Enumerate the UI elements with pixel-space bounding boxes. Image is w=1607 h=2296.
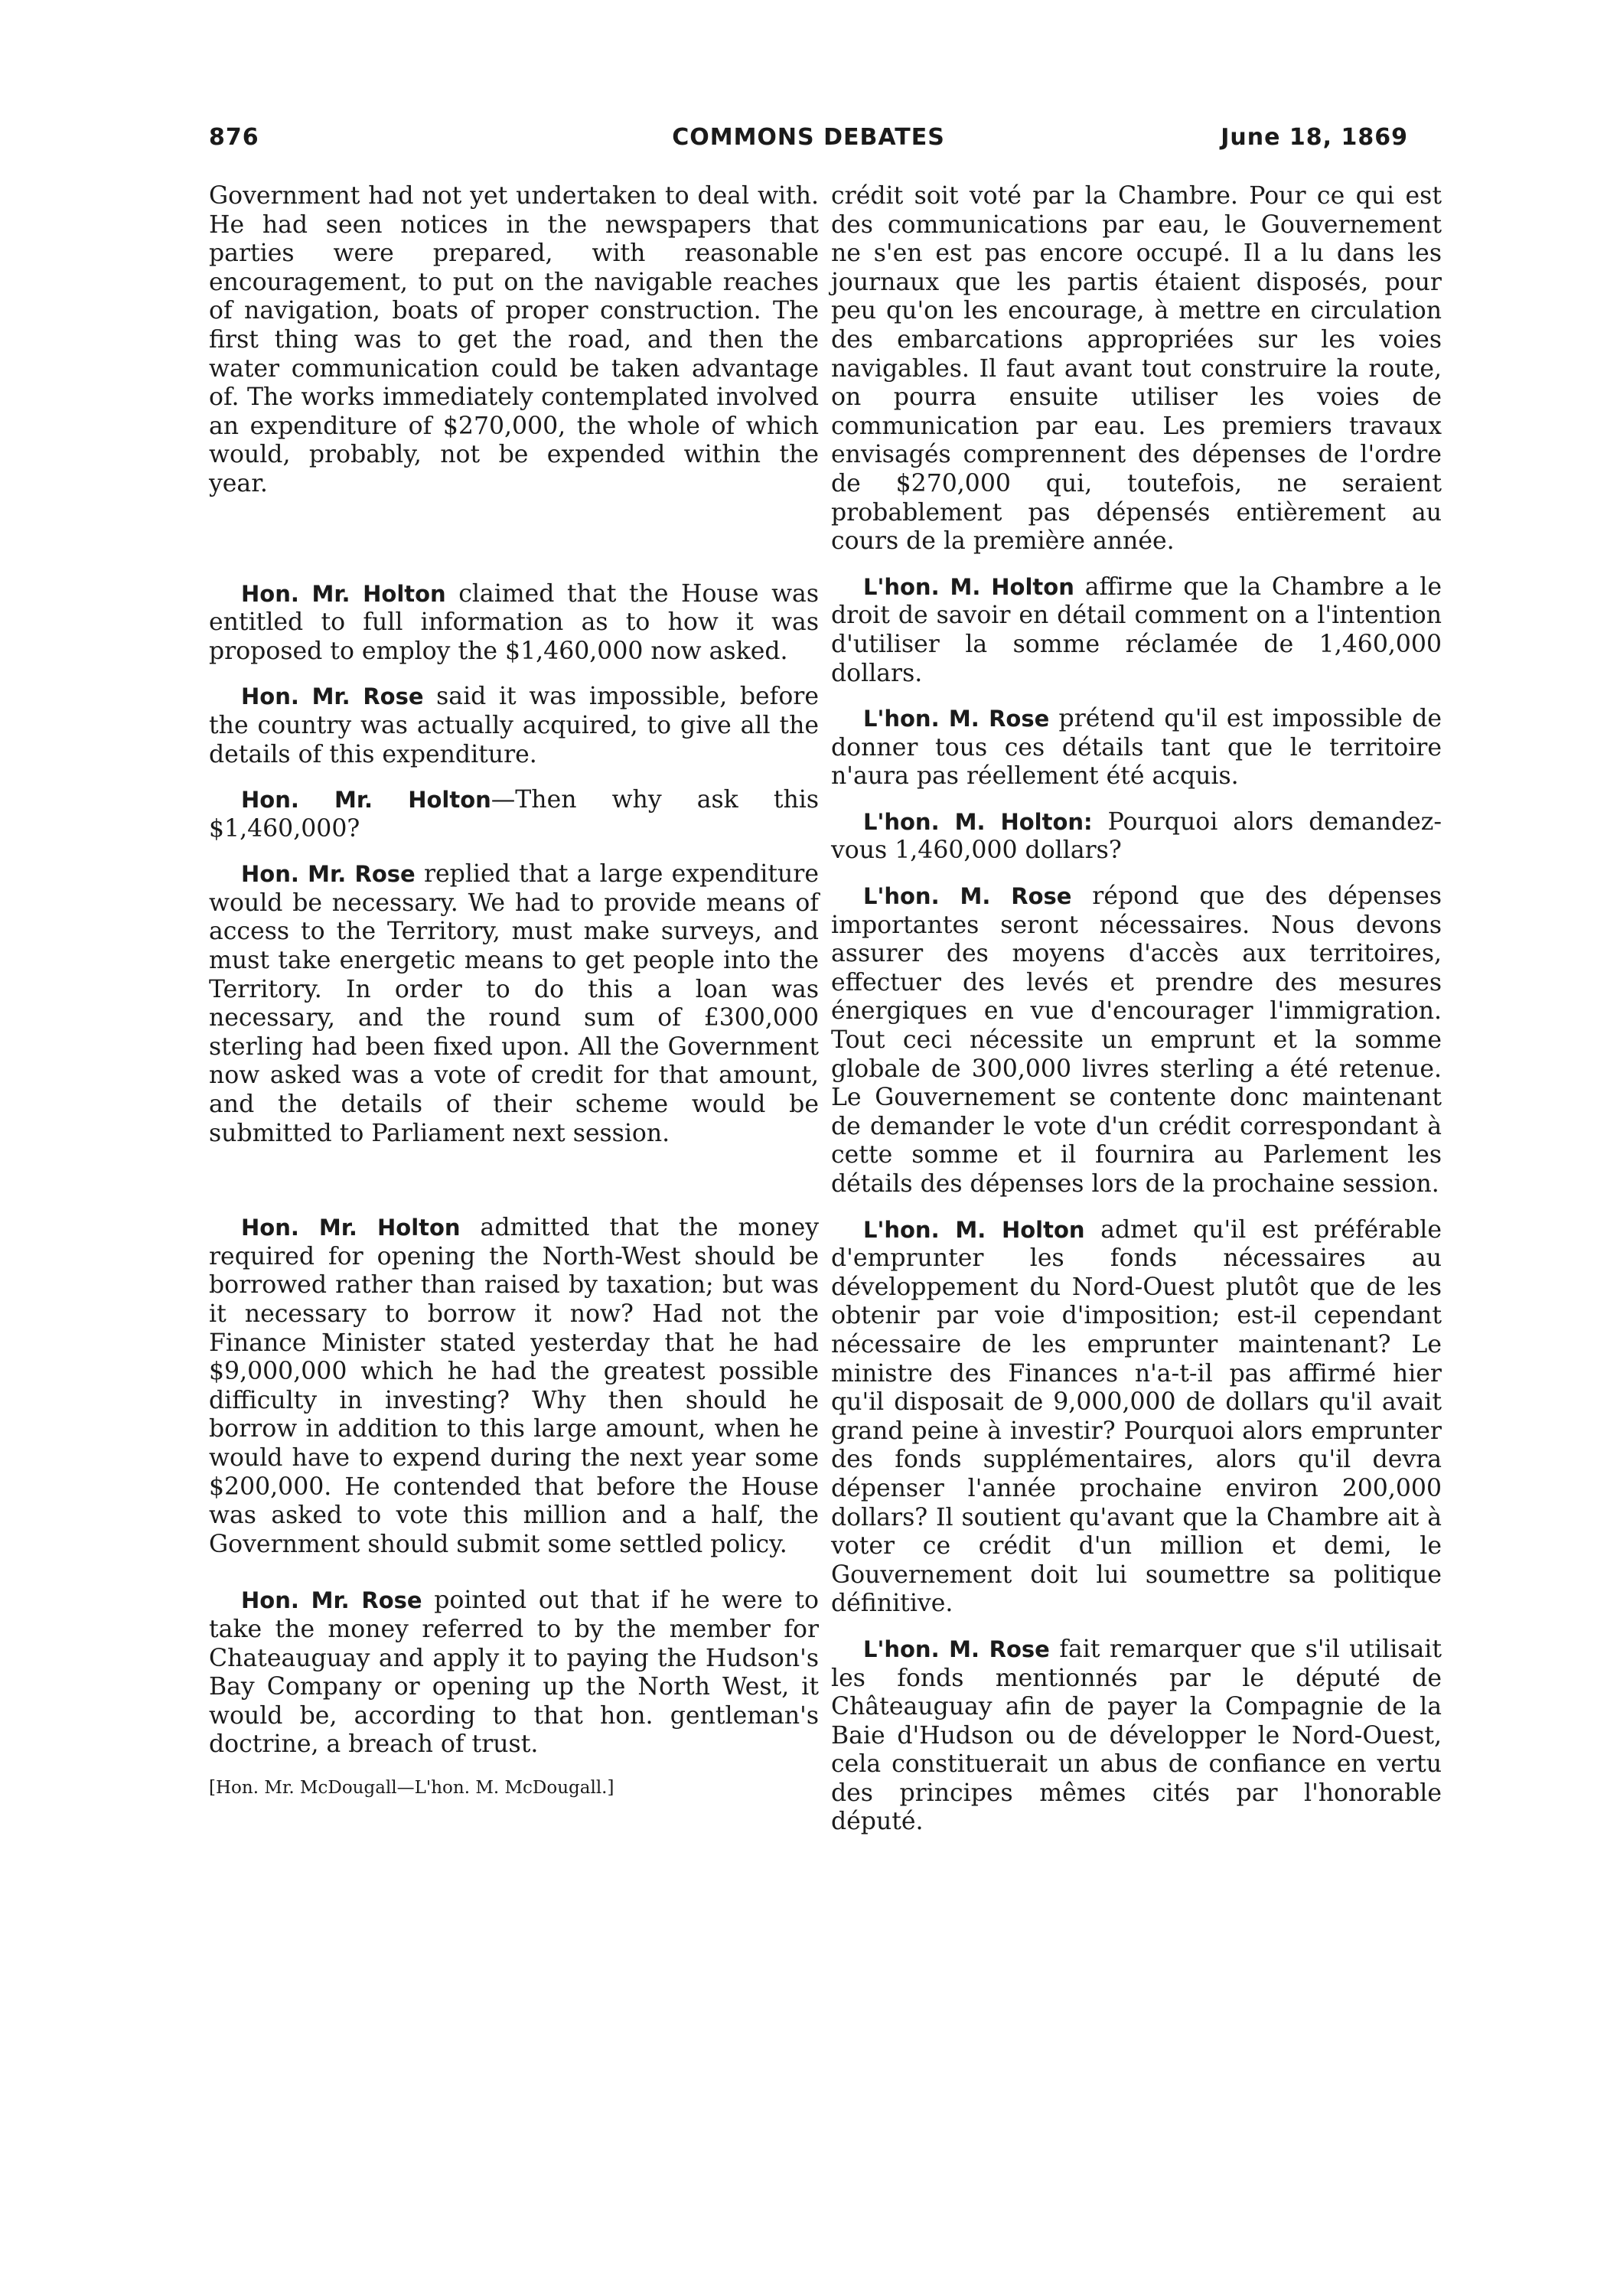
speech-text: pointed out that if he were to take the money referred to by the member for Chateauguay and apply it to paying the Hudson's Bay Company or opening up the North West, it would be, according to that hon. gentleman's doctrine, a breach of trust. — [209, 1587, 819, 1759]
speaker-name: L'hon. M. Holton — [863, 573, 1074, 600]
english-paragraph-holton-1 — [209, 580, 819, 667]
speaker-footnote: [Hon. Mr. McDougall—L'hon. M. McDougall.] — [209, 1777, 614, 1798]
english-paragraph-holton-3 — [209, 1214, 819, 1559]
speech-text: —Then why ask this $1,460,000? — [209, 786, 819, 843]
speech-text: Pourquoi alors demandez-vous 1,460,000 dollars? — [831, 807, 1442, 865]
speaker-name: Hon. Mr. Rose — [241, 1587, 422, 1614]
speaker-name: L'hon. M. Rose — [863, 883, 1072, 910]
speaker-name: Hon. Mr. Holton — [241, 787, 491, 814]
speech-text: admitted that the money required for opening the North-West should be borrowed rather than raised by taxation; but was it necessary to borrow it now? Had not the Finance Minister stated yesterday that he had $9,000,000 which he had the greatest possible difficulty in investing? Why then should he borrow in addition to this large amount, when he would have to expend during the next year some $200,000. He contended that before the House was asked to vote this million and a half, the Government should submit some settled policy. — [209, 1214, 820, 1558]
french-paragraph-holton-3 — [831, 1216, 1442, 1619]
speech-text: claimed that the House was entitled to full information as to how it was proposed to employ the $1,460,000 now asked. — [209, 579, 819, 665]
speaker-name: Hon. Mr. Holton — [241, 1215, 461, 1241]
english-paragraph-rose-2 — [209, 860, 819, 1148]
speech-text: fait remarquer que s'il utilisait les fonds mentionnés par le député de Châteauguay afin de payer la Compagnie de la Baie d'Hudson ou de développer le Nord-Ouest, cela constituerait un abus de confiance en vertu des principes mêmes cités par l'honorable député. — [831, 1635, 1442, 1836]
french-paragraph-holton-2 — [831, 808, 1442, 866]
page-header — [209, 124, 1408, 164]
running-title: COMMONS DEBATES — [672, 124, 945, 151]
english-paragraph-rose-1 — [209, 683, 819, 769]
french-paragraph-rose-1 — [831, 705, 1442, 791]
english-paragraph-holton-2 — [209, 786, 819, 843]
english-paragraph-continued: Government had not yet undertaken to deal with. He had seen notices in the newspapers that parties were prepared, with reasonable encouragement, to put on the navigable reaches of navigation, boats of proper construction. The first thing was to get the road, and then the water communication could be taken advantage of. The works immediately contemplated involved an expenditure of $270,000, the whole of which would, probably, not be expended within the year. — [209, 182, 819, 497]
header-date: June 18, 1869 — [1221, 124, 1408, 151]
speech-text: affirme que la Chambre a le droit de savoir en détail comment on a l'intention d'utiliser la somme réclamée de 1,460,000 dollars. — [831, 572, 1442, 687]
speaker-name: Hon. Mr. Rose — [241, 861, 416, 888]
french-column — [831, 182, 1442, 1854]
speaker-name: Hon. Mr. Holton — [241, 580, 446, 607]
speaker-name: L'hon. M. Holton: — [863, 808, 1093, 835]
speaker-name: Hon. Mr. Rose — [241, 683, 424, 710]
speech-text: admet qu'il est préférable d'emprunter les fonds nécessaires au développement du Nord-Ouest plutôt que de les obtenir par voie d'imposition; est-il cependant nécessaire de les emprunter maintenant? Le ministre des Finances n'a-t-il pas affirmé hier qu'il disposait de 9,000,000 de dollars qu'il avait grand peine à investir? Pourquoi alors emprunter des fonds supplémentaires, alors qu'il devra dépenser l'année prochaine environ 200,000 dollars? Il soutient qu'avant que la Chambre ait à voter ce crédit d'un million et demi, le Gouvernement doit lui soumettre sa politique définitive. — [831, 1215, 1442, 1618]
speech-text: replied that a large expenditure would be necessary. We had to provide means of access to the Territory, must make surveys, and must take energetic means to get people into the Territory. In order to do this a loan was necessary, and the round sum of £300,000 sterling had been fixed upon. All the Government now asked was a vote of credit for that amount, and the details of their scheme would be submitted to Parliament next session. — [209, 860, 820, 1147]
speech-text: répond que des dépenses importantes seront nécessaires. Nous devons assurer des moyens d'accès aux territoires, effectuer des levés et prendre des mesures énergiques en vue d'encourager l'immigration. Tout ceci nécessite un emprunt et la somme globale de 300,000 livres sterling a été retenue. Le Gouvernement se contente donc maintenant de demander le vote d'un crédit correspondant à cette somme et il fournira au Parlement les détails des dépenses lors de la prochaine session. — [831, 882, 1442, 1198]
page-number: 876 — [209, 124, 259, 151]
speaker-name: L'hon. M. Holton — [863, 1216, 1085, 1243]
french-paragraph-holton-1 — [831, 573, 1442, 688]
speech-text: prétend qu'il est impossible de donner tous ces détails tant que le territoire n'aura pas réellement été acquis. — [831, 705, 1442, 791]
english-column — [209, 182, 819, 1817]
speaker-name: L'hon. M. Rose — [863, 706, 1050, 732]
english-paragraph-rose-3 — [209, 1587, 819, 1760]
speech-text: said it was impossible, before the country was actually acquired, to give all the details of this expenditure. — [209, 683, 819, 768]
french-paragraph-rose-2 — [831, 882, 1442, 1199]
french-paragraph-rose-3 — [831, 1636, 1442, 1837]
french-paragraph-continued: crédit soit voté par la Chambre. Pour ce qui est des communications par eau, le Gouvernement ne s'en est pas encore occupé. Il a lu dans les journaux que les partis étaient disposés, pour peu qu'on les encourage, à mettre en circulation des embarcations appropriées sur les voies navigables. Il faut avant tout construire la route, on pourra ensuite utiliser les voies de communication par eau. Les premiers travaux envisagés comprennent des dépenses de l'ordre de $270,000 qui, toutefois, ne seraient probablement pas dépensés entièrement au cours de la première année. — [831, 182, 1442, 556]
speaker-name: L'hon. M. Rose — [863, 1636, 1050, 1662]
